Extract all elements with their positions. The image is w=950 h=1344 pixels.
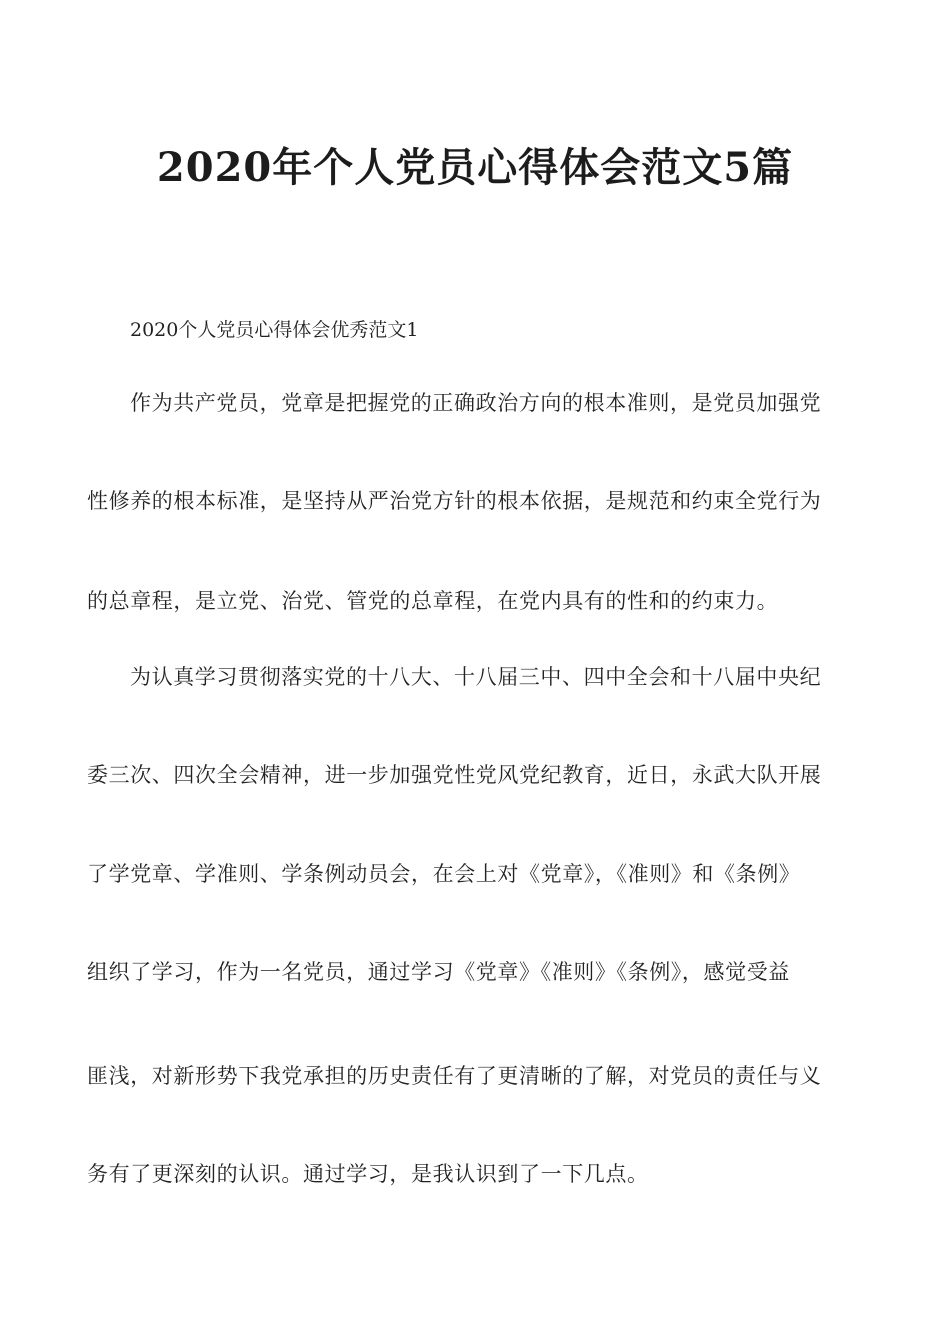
document-title: 2020年个人党员心得体会范文5篇: [156, 144, 794, 191]
paragraph-line: 匪浅，对新形势下我党承担的历史责任有了更清晰的了解，对党员的责任与义: [87, 1064, 822, 1088]
paragraph-line: 的总章程，是立党、治党、管党的总章程，在党内具有的性和的约束力。: [87, 589, 779, 613]
paragraph-line: 委三次、四次全会精神，进一步加强党性党风党纪教育，近日，永武大队开展: [87, 763, 822, 787]
paragraph-line: 组织了学习，作为一名党员，通过学习《党章》《准则》《条例》，感觉受益: [87, 960, 790, 984]
paragraph-line: 为认真学习贯彻落实党的十八大、十八届三中、四中全会和十八届中央纪: [130, 665, 822, 689]
section-heading: 2020个人党员心得体会优秀范文1: [130, 319, 419, 341]
paragraph-line: 作为共产党员，党章是把握党的正确政治方向的根本准则，是党员加强党: [130, 391, 822, 415]
paragraph-line: 了学党章、学准则、学条例动员会，在会上对《党章》，《准则》和《条例》: [87, 862, 801, 886]
paragraph-line: 务有了更深刻的认识。通过学习，是我认识到了一下几点。: [87, 1162, 649, 1186]
paragraph-line: 性修养的根本标准，是坚持从严治党方针的根本依据，是规范和约束全党行为: [87, 489, 822, 513]
